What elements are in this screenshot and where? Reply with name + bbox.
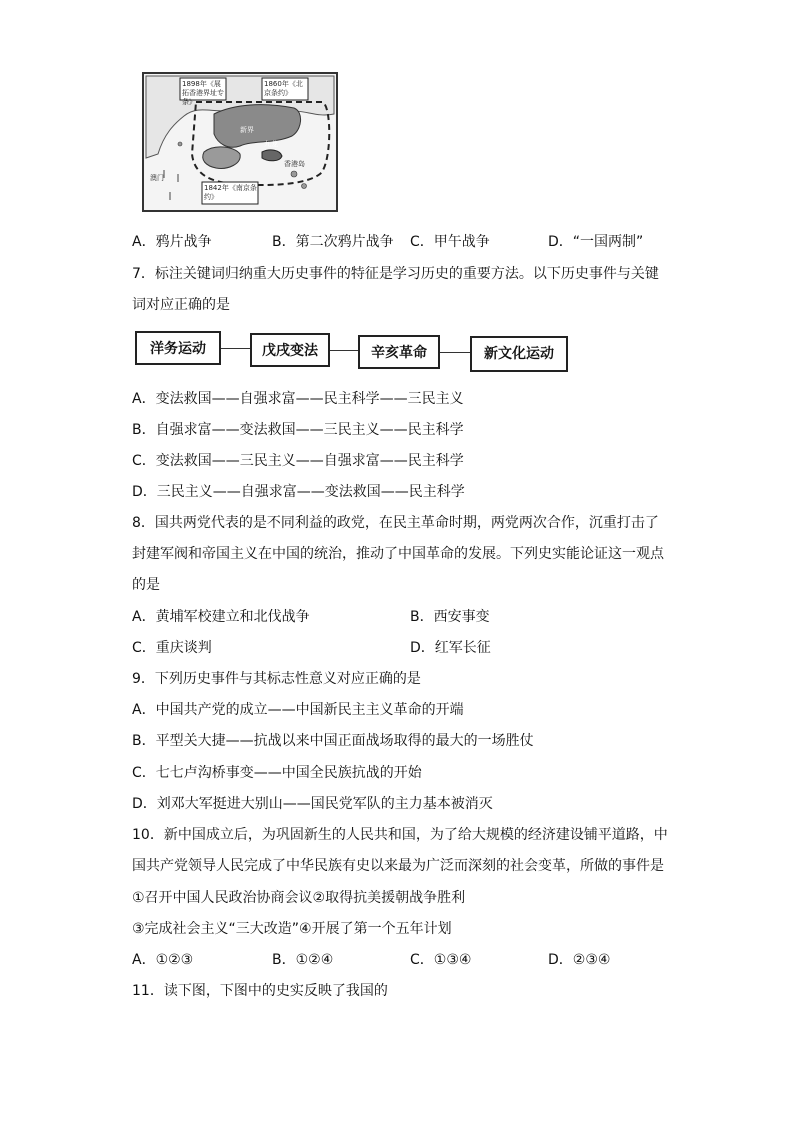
flow-box-2: 戊戌变法 bbox=[250, 333, 330, 367]
hong-kong-territory-map bbox=[142, 72, 338, 212]
flow-connector-1 bbox=[221, 348, 250, 349]
flow-box-3: 辛亥革命 bbox=[358, 335, 440, 369]
map-label-1842: 1842年《南京条约》 bbox=[204, 184, 257, 201]
map-label-1860: 1860年《北京条约》 bbox=[264, 80, 303, 97]
flow-box-1: 洋务运动 bbox=[135, 331, 221, 365]
map-label-1898: 1898年《展拓香港界址专条》 bbox=[182, 80, 224, 106]
q8-option-c: C．重庆谈判 bbox=[132, 640, 212, 656]
q7-stem-line2: 词对应正确的是 bbox=[132, 297, 230, 313]
map-label-macau: 澳门 bbox=[150, 174, 164, 182]
q7-option-d: D．三民主义——自强求富——变法救国——民主科学 bbox=[132, 484, 465, 500]
q9-stem: 9．下列历史事件与其标志性意义对应正确的是 bbox=[132, 671, 421, 687]
q10-option-c: C．①③④ bbox=[410, 952, 472, 968]
q9-option-c: C．七七卢沟桥事变——中国全民族抗战的开始 bbox=[132, 765, 422, 781]
q8-stem-line3: 的是 bbox=[132, 577, 160, 593]
q8-stem-line1: 8．国共两党代表的是不同利益的政党，在民主革命时期，两党两次合作，沉重打击了 bbox=[132, 515, 659, 531]
q11-stem: 11．读下图，下图中的史实反映了我国的 bbox=[132, 983, 388, 999]
q8-option-a: A．黄埔军校建立和北伐战争 bbox=[132, 609, 310, 625]
q6-option-b: B．第二次鸦片战争 bbox=[272, 234, 394, 250]
q10-option-d: D．②③④ bbox=[548, 952, 611, 968]
flow-box-4: 新文化运动 bbox=[470, 336, 568, 372]
q10-option-b: B．①②④ bbox=[272, 952, 334, 968]
q10-item-line2: ③完成社会主义“三大改造”④开展了第一个五年计划 bbox=[132, 921, 452, 937]
q6-option-d: D．“一国两制” bbox=[548, 234, 644, 250]
q10-item-line1: ①召开中国人民政治协商会议②取得抗美援朝战争胜利 bbox=[132, 890, 466, 906]
flow-connector-3 bbox=[440, 352, 470, 353]
q9-option-a: A．中国共产党的成立——中国新民主主义革命的开端 bbox=[132, 702, 464, 718]
q7-option-c: C．变法救国——三民主义——自强求富——民主科学 bbox=[132, 453, 464, 469]
q7-option-b: B．自强求富——变法救国——三民主义——民主科学 bbox=[132, 422, 464, 438]
q6-option-a: A．鸦片战争 bbox=[132, 234, 212, 250]
map-label-hk-island: 香港岛 bbox=[284, 160, 305, 168]
map-label-kowloon: 九龙 bbox=[264, 140, 278, 148]
map-label-new-territories: 新界 bbox=[240, 126, 254, 134]
q7-option-a: A．变法救国——自强求富——民主科学——三民主义 bbox=[132, 391, 464, 407]
q8-stem-line2: 封建军阀和帝国主义在中国的统治，推动了中国革命的发展。下列史实能论证这一观点 bbox=[132, 546, 664, 562]
q9-option-d: D．刘邓大军挺进大别山——国民党军队的主力基本被消灭 bbox=[132, 796, 493, 812]
flow-connector-2 bbox=[330, 350, 358, 351]
q8-option-b: B．西安事变 bbox=[410, 609, 490, 625]
q10-stem-line1: 10．新中国成立后，为巩固新生的人民共和国，为了给大规模的经济建设铺平道路，中 bbox=[132, 827, 668, 843]
q9-option-b: B．平型关大捷——抗战以来中国正面战场取得的最大的一场胜仗 bbox=[132, 733, 534, 749]
q7-stem-line1: 7．标注关键词归纳重大历史事件的特征是学习历史的重要方法。以下历史事件与关键 bbox=[132, 266, 659, 282]
q10-option-a: A．①②③ bbox=[132, 952, 194, 968]
q10-stem-line2: 国共产党领导人民完成了中华民族有史以来最为广泛而深刻的社会变革，所做的事件是 bbox=[132, 858, 664, 874]
q8-option-d: D．红军长征 bbox=[410, 640, 491, 656]
q6-option-c: C．甲午战争 bbox=[410, 234, 490, 250]
